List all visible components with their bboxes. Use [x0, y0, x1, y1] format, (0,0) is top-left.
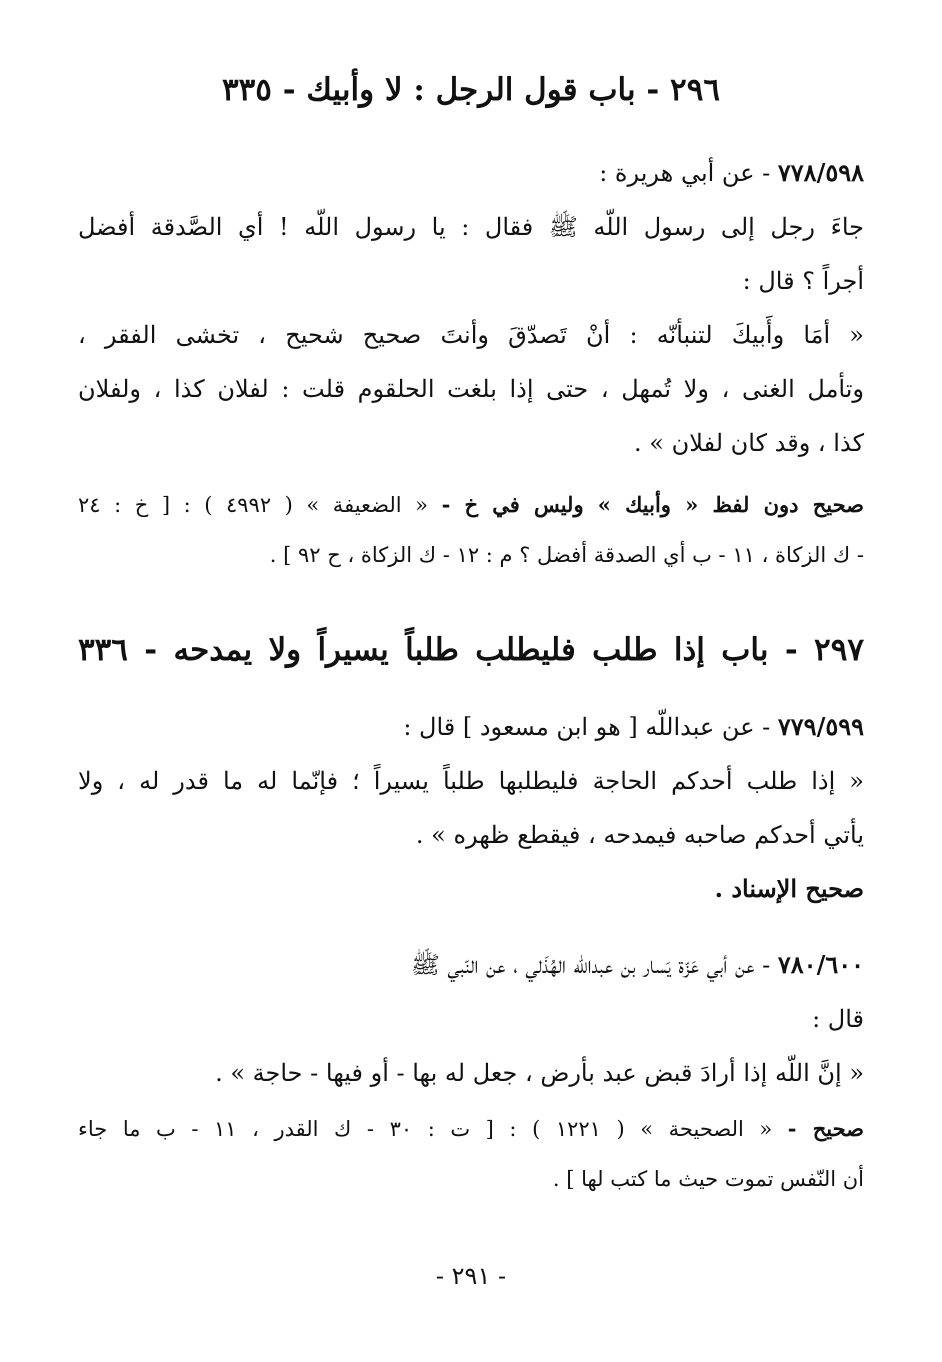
hadith-598-line-2: أجراً ؟ قال :: [742, 267, 864, 295]
hadith-600-grade-line-2: أن النّفس تموت حيث ما كتب لها ] .: [552, 1167, 864, 1191]
hadith-598-header: [78, 146, 864, 200]
chapter-296-title: ٢٩٦ - باب قول الرجل : لا وأبيك - ٣٣٥: [221, 72, 720, 108]
hadith-598-number: ٧٧٨/٥٩٨: [777, 158, 864, 187]
hadith-600-intro: - عن أبي عَزّة يَسار بن عبداللّه الهُذَلي ، عن النّبي ﷺ: [410, 951, 778, 979]
hadith-599-number: ٧٧٩/٥٩٩: [777, 712, 864, 741]
hadith-598-line-4: وتأمل الغنى ، ولا تُمهل ، حتى إذا بلغت الحلقوم قلت : لفلان كذا ، ولفلان: [78, 375, 864, 403]
hadith-600-grade-label: صحيح -: [787, 1116, 864, 1141]
hadith-600-grade-source: « الصحيحة » ( ١٢٢١ ) : [ ت : ٣٠ - ك القدر ، ١١ - ب ما جاء: [78, 1117, 788, 1141]
hadith-599-line-2: يأتي أحدكم صاحبه فيمدحه ، فيقطع ظهره » .: [415, 821, 864, 849]
chapter-297-title: ٢٩٧ - باب إذا طلب فليطلب طلباً يسيراً ولا يمدحه - ٣٣٦: [78, 632, 864, 668]
hadith-599-header: [78, 700, 864, 754]
page-number: - ٢٩١ -: [435, 1262, 507, 1290]
hadith-600-grade-line-1: [78, 1104, 864, 1154]
hadith-598-grade-line-1: [78, 480, 864, 530]
hadith-599-line-1: « إذا طلب أحدكم الحاجة فليطلبها طلباً يسيراً ؛ فإنّما له ما قدر له ، ولا: [78, 767, 864, 795]
hadith-600: [78, 938, 864, 1100]
hadith-598-grade-line-2: - ك الزكاة ، ١١ - ب أي الصدقة أفضل ؟ م : ١٢ - ك الزكاة ، ح ٩٢ ] .: [269, 543, 864, 567]
hadith-598-intro: - عن أبي هريرة :: [599, 159, 778, 187]
hadith-600-header: [78, 938, 864, 992]
hadith-598-line-1: جاءَ رجل إلى رسول اللّه ﷺ فقال : يا رسول اللّه ! أي الصَّدقة أفضل: [78, 213, 864, 241]
hadith-600-number: ٧٨٠/٦٠٠: [777, 950, 864, 979]
hadith-600-grade: [78, 1104, 864, 1204]
hadith-599: [78, 700, 864, 916]
hadith-600-line-1: قال :: [812, 1005, 864, 1033]
hadith-599-intro: - عن عبداللّه [ هو ابن مسعود ] قال :: [403, 713, 778, 741]
hadith-598-grade-label: صحيح دون لفظ « وأبيك » وليس في خ -: [441, 492, 864, 517]
hadith-598-line-5: كذا ، وقد كان لفلان » .: [634, 429, 864, 457]
hadith-598-grade-source: « الضعيفة » ( ٤٩٩٢ ) : [ خ : ٢٤: [78, 493, 442, 517]
hadith-598-line-3: « أمَا وأَبيكَ لتنبأنّه : أنْ تَصدّقَ وأنتَ صحيح شحيح ، تخشى الفقر ،: [78, 321, 864, 349]
hadith-600-line-2: « إنَّ اللّه إذا أرادَ قبض عبد بأرض ، جعل له بها - أو فيها - حاجة » .: [215, 1059, 864, 1087]
hadith-598: [78, 146, 864, 470]
hadith-598-grade: [78, 480, 864, 580]
hadith-599-grade: صحيح الإسناد .: [714, 874, 864, 903]
